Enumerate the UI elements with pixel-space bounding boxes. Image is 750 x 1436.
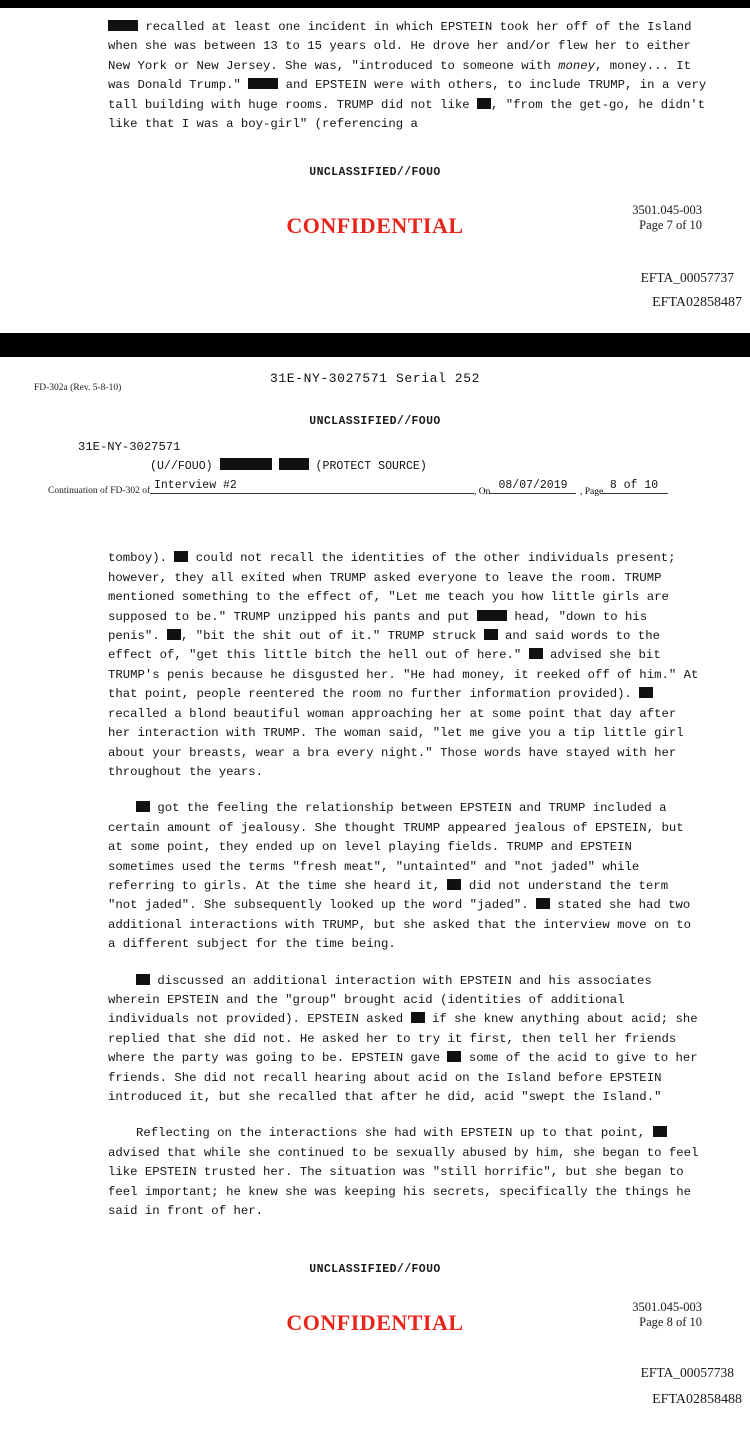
redaction-block: [279, 458, 309, 470]
paragraph: Reflecting on the interactions she had with EPSTEIN up to that point, advised that while she continued to be sexually abused by him, she began to feel like EPSTEIN trusted her. The situation was "still horrific", but she began to feel important; he knew she was keeping his secrets, specifically the things he said in front of her.: [108, 1126, 699, 1219]
redaction-block: [108, 20, 138, 31]
paragraph: recalled at least one incident in which EPSTEIN took her off of the Island when she was between 13 to 15 years old. He drove her and/or flew her to either New York or New Jersey. She was, "introduced to someone with money, money... It was Donald Trump." and EPSTEIN were with others, to include TRUMP, in a very tall building with huge rooms. TRUMP did not like , "from the get-go, he didn't like that I was a boy-girl" (referencing a: [108, 20, 707, 132]
page-label: , Page: [580, 487, 604, 498]
classification-banner-page8-top: UNCLASSIFIED//FOUO: [309, 415, 441, 429]
redaction-block: [639, 687, 653, 698]
protect-source-marking: (PROTECT SOURCE): [315, 460, 427, 474]
redaction-block: [220, 458, 272, 470]
redaction-block: [174, 551, 188, 562]
redaction-block: [529, 648, 543, 659]
page8-exhibit-id: 3501.045-003: [632, 1300, 702, 1315]
continuation-label: Continuation of FD-302 of: [48, 486, 151, 497]
page7-exhibit-id: 3501.045-003: [632, 203, 702, 218]
paragraph: discussed an additional interaction with EPSTEIN and his associates wherein EPSTEIN and the "group" brought acid (identities of additional individuals not provided). EPSTEIN asked if she knew anything about acid; she replied that she did not. He asked her to try it first, then tell her friends where the party was going to be. EPSTEIN gave some of the acid to give to her friends. She did not recall hearing about acid on the Island before EPSTEIN introduced it, but she recalled that after he did, acid "swept the Island.": [108, 973, 698, 1104]
paragraph: tomboy). could not recall the identities of the other individuals present; however, they all exited when TRUMP asked everyone to leave the room. TRUMP mentioned something to the effect of, "Let me teach you how little girls are supposed to be." TRUMP unzipped his pants and put head, "down to his penis". , "bit the shit out of it." TRUMP struck and said words to the effect of, "get this little bitch the hell out of here." advised she bit TRUMP's penis because he disgusted her. "He had money, it reeked off of him." At that point, people reentered the room no further information provided). recalled a blond beautiful woman approaching her at some point that day after her interaction with TRUMP. The woman said, "let me give you a tip little girl about your breasts, wear a bra every night." Those words have stayed with her throughout the years.: [108, 551, 699, 779]
page2-paragraphs: [108, 549, 702, 1221]
redaction-block: [248, 78, 278, 89]
on-label: , On: [474, 487, 491, 498]
document-page-7: [0, 8, 750, 333]
redaction-block: [136, 801, 150, 812]
classification-banner-page7: UNCLASSIFIED//FOUO: [309, 166, 441, 180]
viewer-top-edge: [0, 0, 750, 8]
document-page-8: [0, 357, 750, 1436]
page8-bates-1: EFTA_00057738: [640, 1365, 734, 1381]
page1-paragraphs: [108, 18, 710, 134]
page7-footer: [0, 203, 750, 261]
page7-page-label: Page 7 of 10: [639, 218, 702, 233]
form-number: FD-302a (Rev. 5-8-10): [34, 383, 122, 394]
redaction-block: [653, 1126, 667, 1137]
page8-form-header: [0, 371, 750, 401]
redaction-block: [484, 629, 498, 640]
serial-header: 31E-NY-3027571 Serial 252: [269, 371, 481, 387]
page8-page-label: Page 8 of 10: [639, 1315, 702, 1330]
interview-date-field[interactable]: 08/07/2019: [490, 479, 576, 494]
page8-footer: [0, 1300, 750, 1358]
continuation-value-field[interactable]: Interview #2: [150, 479, 474, 494]
page-separator: [0, 333, 750, 357]
fouo-marking: (U//FOUO): [150, 460, 213, 474]
redaction-block: [477, 610, 507, 621]
classification-banner-page8-bottom: UNCLASSIFIED//FOUO: [309, 1263, 441, 1277]
redaction-block: [136, 974, 150, 985]
page-number-field[interactable]: 8 of 10: [600, 479, 668, 494]
fouo-source-line: [150, 458, 750, 473]
page7-bates-2: EFTA02858487: [652, 295, 742, 311]
redaction-block: [411, 1012, 425, 1023]
redaction-block: [536, 898, 550, 909]
page8-bates-2: EFTA02858488: [652, 1392, 742, 1408]
continuation-row: [0, 477, 750, 503]
redaction-block: [447, 879, 461, 890]
confidential-stamp-page8: CONFIDENTIAL: [286, 1310, 464, 1336]
redaction-block: [477, 98, 491, 109]
page7-bates-1: EFTA_00057737: [640, 270, 734, 286]
emphasized-text: money: [558, 58, 596, 73]
case-number: 31E-NY-3027571: [78, 440, 181, 455]
redaction-block: [447, 1051, 461, 1062]
paragraph: got the feeling the relationship between EPSTEIN and TRUMP included a certain amount of jealousy. She thought TRUMP appeared jealous of EPSTEIN, but at some point, they ended up on level playing fields. TRUMP and EPSTEIN sometimes used the terms "fresh meat", "untainted" and "not jaded" while referring to girls. At the time she heard it, did not understand the term "not jaded". She subsequently looked up the word "jaded". stated she had two additional interactions with TRUMP, but she asked that the interview move on to a different subject for the time being.: [108, 801, 691, 952]
redaction-block: [167, 629, 181, 640]
confidential-stamp-page7: CONFIDENTIAL: [286, 213, 464, 239]
